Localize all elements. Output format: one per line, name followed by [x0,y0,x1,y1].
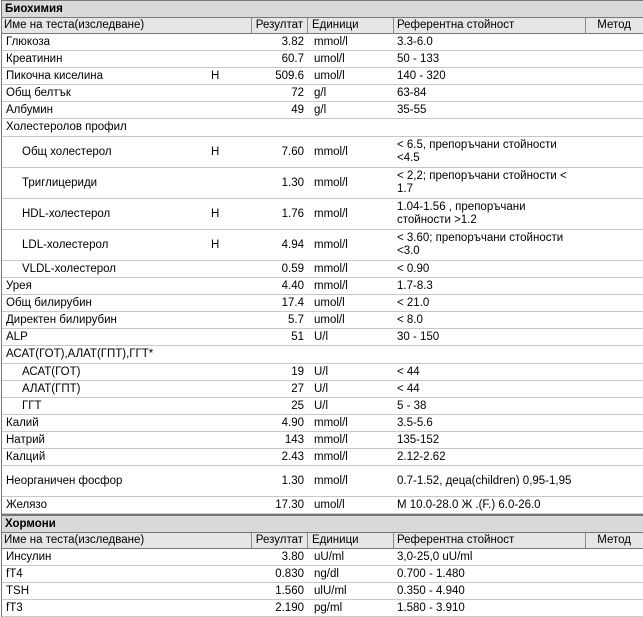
reference-range: 135-152 [397,433,440,446]
unit: mmol/l [314,207,348,220]
test-name: АСАТ(ГОТ),АЛАТ(ГПТ),ГГТ* [6,348,154,360]
unit: mmol/l [314,262,348,275]
unit: umol/l [314,313,345,326]
table-row [2,381,643,398]
test-name: Общ билирубин [6,296,92,309]
test-name: Общ холестерол [22,145,112,158]
result-value: 1.560 [275,584,304,597]
unit: g/l [314,103,327,116]
reference-range: < 3.60; препоръчани стойности <3.0 [397,232,564,257]
reference-range: 35-55 [397,103,427,116]
unit: U/l [314,330,329,343]
lab-results-report [1,0,643,617]
header-units: Единици [308,533,394,548]
unit: mmol/l [314,416,348,429]
reference-range: М 10.0-28.0 Ж .(F.) 6.0-26.0 [397,498,541,511]
test-name: LDL-холестерол [22,238,109,251]
table-row [2,312,643,329]
unit: U/l [314,399,329,412]
test-name: fT3 [6,601,23,614]
header-method: Метод [597,19,631,31]
result-value: 3.80 [281,550,304,563]
unit: mmol/l [314,35,348,48]
unit: uU/ml [314,550,345,563]
reference-range: < 6.5, препоръчани стойности <4.5 [397,139,557,164]
header-result: Резултат [252,18,308,33]
section-hormones [2,514,643,617]
section-title: Хормони [2,515,643,533]
result-value: 7.60 [281,145,304,158]
abnormal-flag: H [211,69,220,82]
unit: mmol/l [314,145,348,158]
unit: umol/l [314,498,345,511]
test-name: VLDL-холестерол [22,262,116,275]
table-row [2,497,643,514]
result-value: 3.82 [281,35,304,48]
reference-range: 2.12-2.62 [397,450,446,463]
unit: mmol/l [314,474,348,487]
result-value: 17.4 [281,296,304,309]
reference-range: 5 - 38 [397,399,427,412]
header-result: Резултат [252,533,308,548]
table-row [2,329,643,346]
table-row [2,102,643,119]
header-method: Метод [597,534,631,546]
reference-range: < 0.90 [397,262,430,275]
reference-range: 3.3-6.0 [397,35,433,48]
header-test-name: Име на теста(изследване) [2,533,252,548]
unit: ulU/ml [314,584,347,597]
result-value: 4.90 [281,416,304,429]
section-biochemistry [2,0,643,514]
table-row [2,415,643,432]
test-name: Пикочна киселина [6,69,104,82]
test-name: Инсулин [6,550,52,563]
table-row [2,583,643,600]
test-name: АСАТ(ГОТ) [22,365,81,378]
unit: mmol/l [314,238,348,251]
reference-range: < 44 [397,365,420,378]
test-name: Триглицериди [22,176,98,189]
result-value: 143 [284,433,304,446]
unit: umol/l [314,52,345,65]
result-value: 51 [291,330,304,343]
table-row [2,432,643,449]
abnormal-flag: H [211,207,220,220]
result-value: 4.40 [281,279,304,292]
reference-range: 1.7-8.3 [397,279,433,292]
reference-range: 30 - 150 [397,330,440,343]
result-value: 1.76 [281,207,304,220]
table-row [2,261,643,278]
table-row [2,566,643,583]
result-value: 5.7 [288,313,304,326]
table-row [2,549,643,566]
section-title: Биохимия [2,0,643,18]
test-name: Общ белтък [6,86,71,99]
reference-range: 1.580 - 3.910 [397,601,465,614]
result-value: 72 [291,86,304,99]
header-reference: Референтна стойност [394,533,586,548]
unit: U/l [314,382,329,395]
unit: pg/ml [314,601,343,614]
result-value: 509.6 [275,69,304,82]
reference-range: 3.5-5.6 [397,416,433,429]
table-row [2,295,643,312]
table-row [2,85,643,102]
reference-range: < 44 [397,382,420,395]
reference-range: 0.700 - 1.480 [397,567,465,580]
unit: ng/dl [314,567,339,580]
reference-range: 0.350 - 4.940 [397,584,465,597]
group-row [2,346,643,364]
test-name: Калций [6,450,46,463]
abnormal-flag: H [211,238,220,251]
result-value: 25 [291,399,304,412]
result-value: 2.190 [275,601,304,614]
test-name: fT4 [6,567,23,580]
result-value: 19 [291,365,304,378]
table-row [2,230,643,261]
unit: umol/l [314,69,345,82]
reference-range: 3,0-25,0 uU/ml [397,550,473,563]
unit: mmol/l [314,433,348,446]
group-row [2,119,643,137]
test-name: Глюкоза [6,35,51,48]
result-value: 60.7 [281,52,304,65]
reference-range: < 21.0 [397,296,430,309]
reference-range: 0.7-1.52, деца(children) 0,95-1,95 [397,474,572,487]
test-name: Натрий [6,433,45,446]
reference-range: 50 - 133 [397,52,440,65]
table-row [2,34,643,51]
result-value: 4.94 [281,238,304,251]
table-row [2,278,643,295]
table-row [2,68,643,85]
test-name: Директен билирубин [6,313,117,326]
test-name: ГГТ [22,399,42,412]
unit: U/l [314,365,329,378]
reference-range: < 8.0 [397,313,423,326]
test-name: ALP [6,330,28,343]
test-name: Креатинин [6,52,63,65]
result-value: 49 [291,103,304,116]
test-name: HDL-холестерол [22,207,111,220]
table-row [2,168,643,199]
table-row [2,398,643,415]
result-value: 17.30 [275,498,304,511]
reference-range: 1.04-1.56 , препоръчани стойности >1.2 [397,201,526,226]
result-value: 0.59 [281,262,304,275]
unit: umol/l [314,296,345,309]
result-value: 27 [291,382,304,395]
abnormal-flag: H [211,145,220,158]
header-reference: Референтна стойност [394,18,586,33]
test-name: Холестеролов профил [6,121,127,133]
test-name: Калий [6,416,39,429]
table-row [2,449,643,466]
test-name: Неорганичен фосфор [6,474,123,487]
table-row [2,137,643,168]
table-row [2,364,643,381]
unit: mmol/l [314,450,348,463]
header-units: Единици [308,18,394,33]
result-value: 2.43 [281,450,304,463]
unit: mmol/l [314,279,348,292]
result-value: 1.30 [281,176,304,189]
reference-range: 63-84 [397,86,427,99]
test-name: Урея [6,279,32,292]
test-name: TSH [6,584,29,597]
table-row [2,199,643,230]
test-name: АЛАТ(ГПТ) [22,382,81,395]
unit: mmol/l [314,176,348,189]
reference-range: 140 - 320 [397,69,446,82]
reference-range: < 2,2; препоръчани стойности < 1.7 [397,170,567,195]
unit: g/l [314,86,327,99]
test-name: Албумин [6,103,54,116]
result-value: 0.830 [275,567,304,580]
result-value: 1.30 [281,474,304,487]
table-row [2,51,643,68]
table-row [2,466,643,497]
test-name: Желязо [6,498,47,511]
header-test-name: Име на теста(изследване) [2,18,252,33]
table-header [2,533,643,549]
table-header [2,18,643,34]
